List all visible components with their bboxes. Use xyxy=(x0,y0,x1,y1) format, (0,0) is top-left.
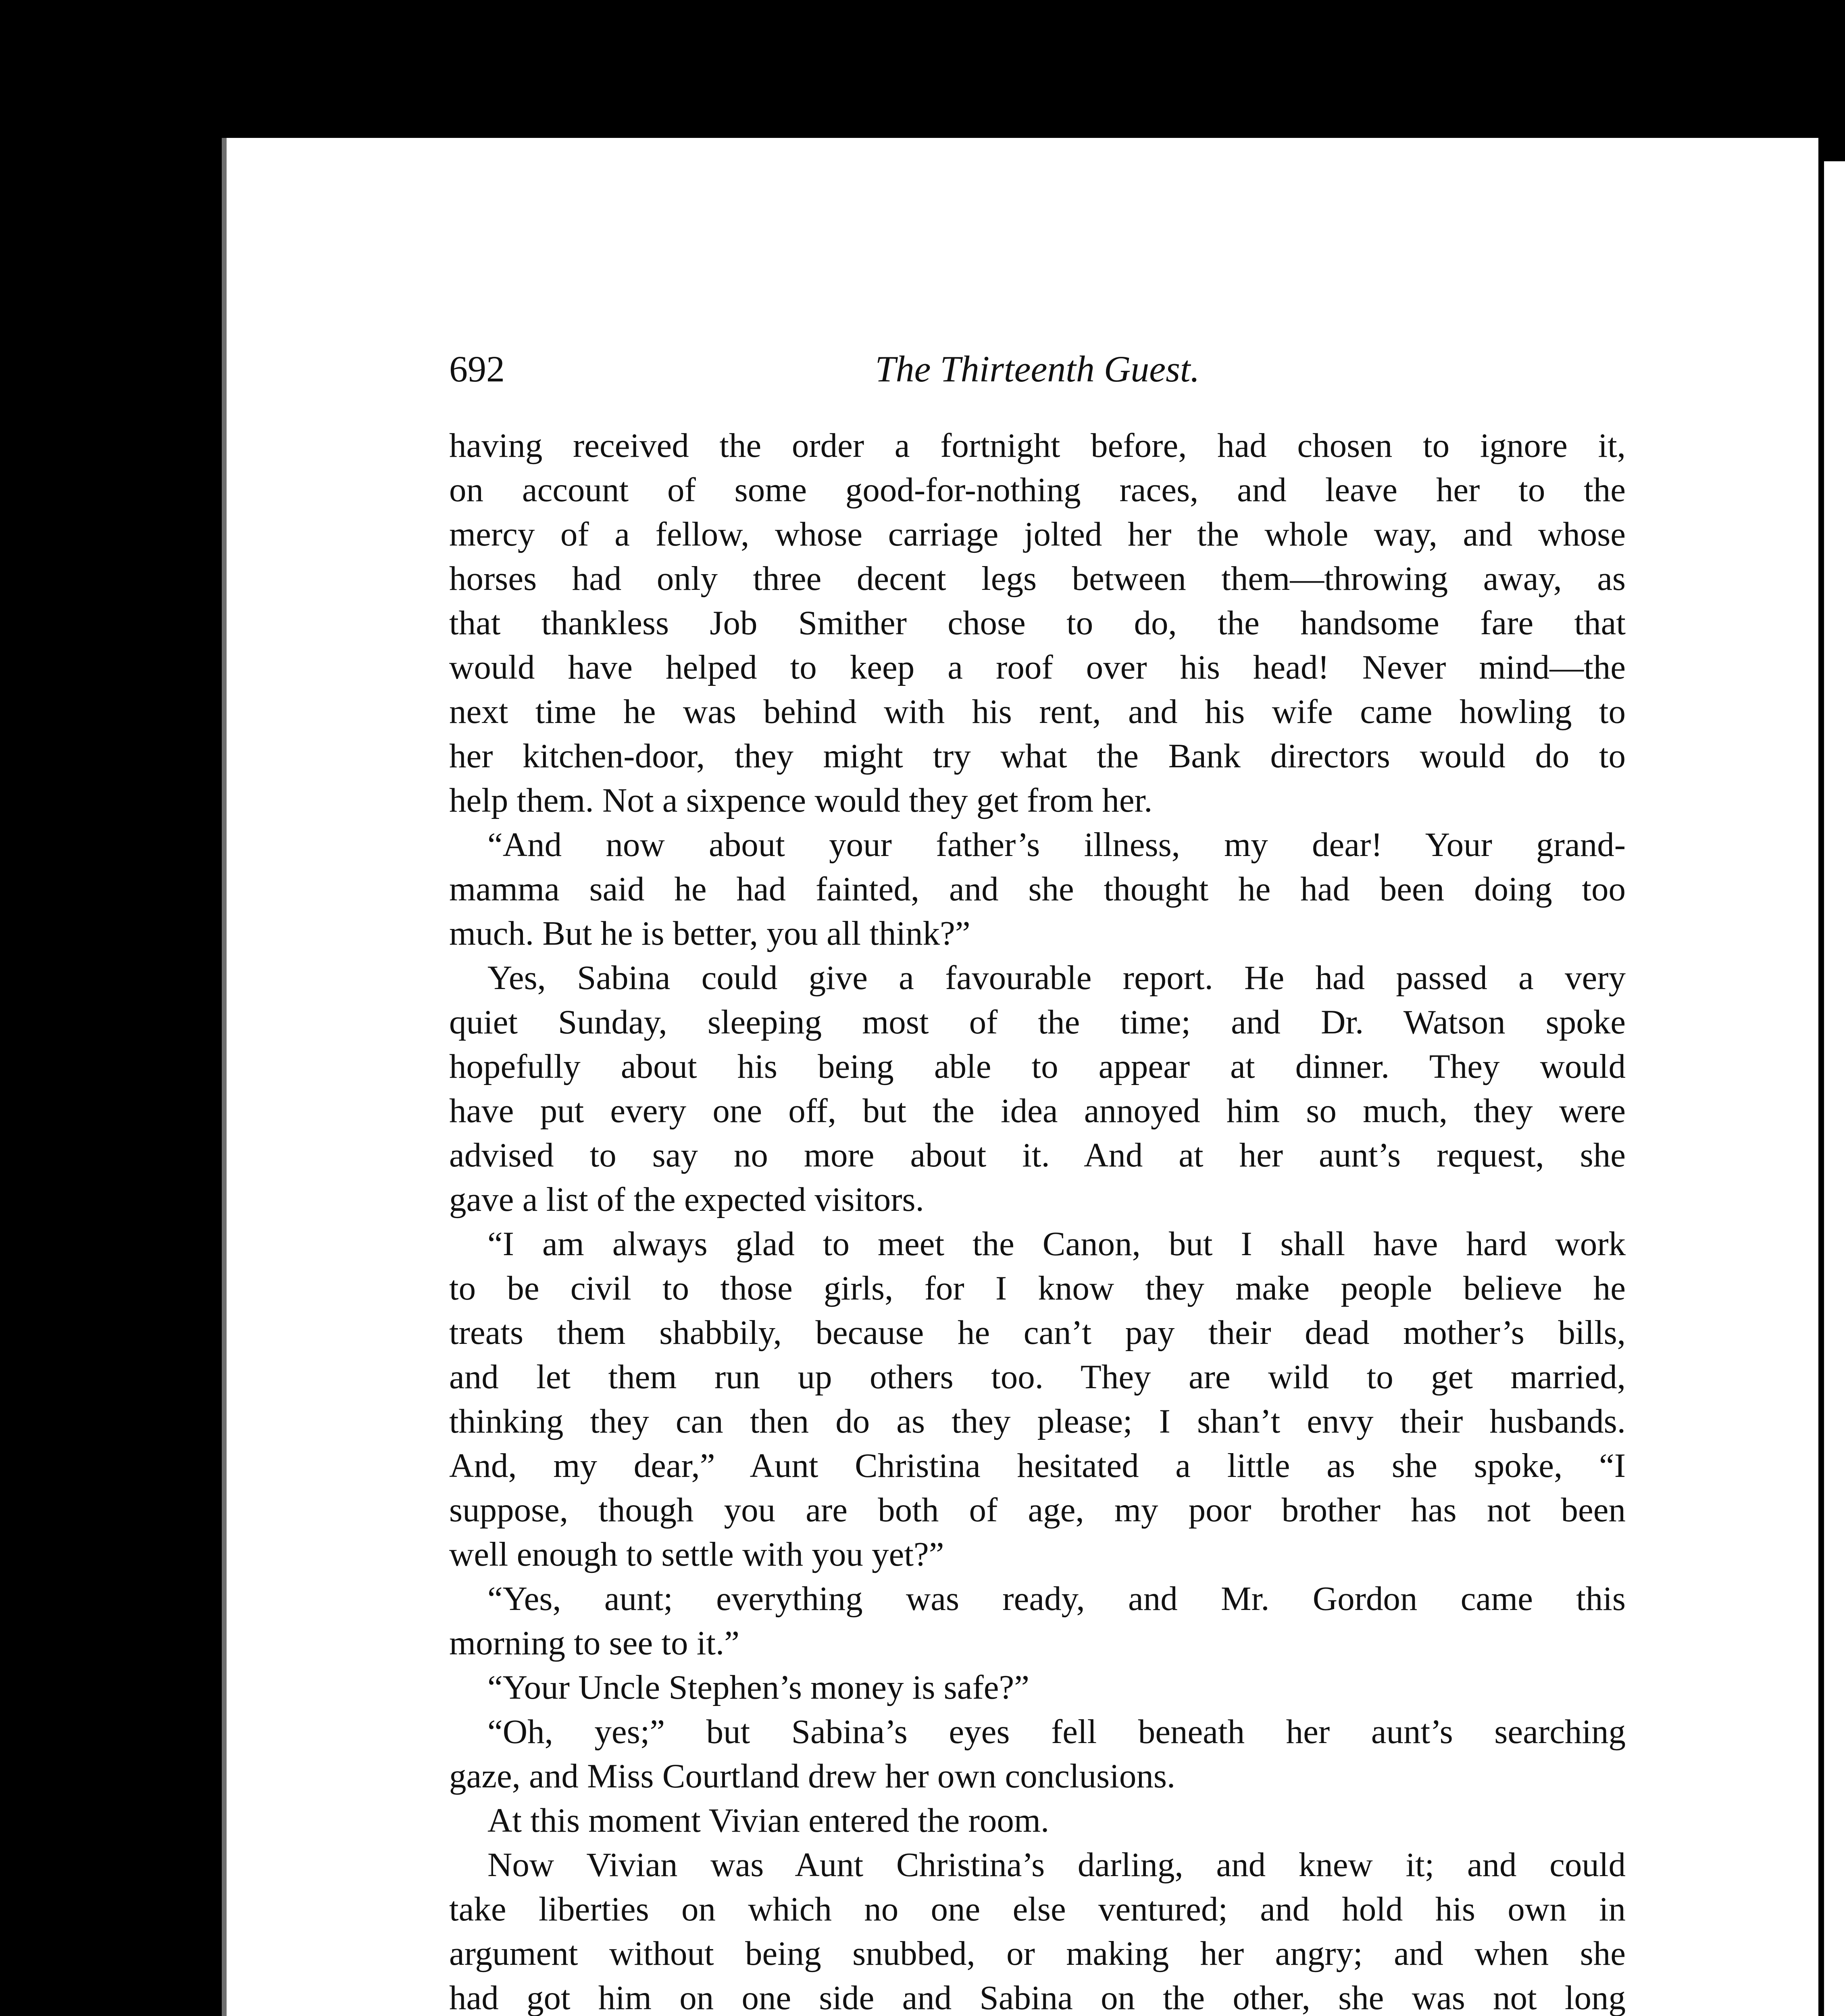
page-number: 692 xyxy=(449,348,505,389)
text-line: gaze, and Miss Courtland drew her own conclusions. xyxy=(449,1757,1176,1795)
text-line: suppose, though you are both of age, my poor brother has not been xyxy=(449,1491,1626,1529)
text-line: to be civil to those girls, for I know they make people believe he xyxy=(449,1269,1626,1307)
text-line: morning to see to it.” xyxy=(449,1624,740,1662)
text-line: would have helped to keep a roof over his head! Never mind—the xyxy=(449,648,1626,686)
text-line: mamma said he had fainted, and she thought he had been doing too xyxy=(449,870,1626,908)
text-line: horses had only three decent legs between them—throwing away, as xyxy=(449,560,1626,598)
text-line: mercy of a fellow, whose carriage jolted her the whole way, and whose xyxy=(449,515,1626,553)
text-line: that thankless Job Smither chose to do, the handsome fare that xyxy=(449,604,1626,642)
page-header xyxy=(449,345,1626,393)
text-line: argument without being snubbed, or making her angry; and when she xyxy=(449,1935,1626,1972)
text-line: quiet Sunday, sleeping most of the time; and Dr. Watson spoke xyxy=(449,1003,1626,1041)
text-line: gave a list of the expected visitors. xyxy=(449,1181,924,1218)
text-line: treats them shabbily, because he can’t pay their dead mother’s bills, xyxy=(449,1314,1626,1352)
text-line: “Your Uncle Stephen’s money is safe?” xyxy=(487,1668,1029,1706)
facing-page-edge xyxy=(1819,161,1845,2016)
running-title: The Thirteenth Guest. xyxy=(875,348,1200,389)
text-line: Yes, Sabina could give a favourable report. He had passed a very xyxy=(487,959,1626,997)
text-line: hopefully about his being able to appear at dinner. They would xyxy=(449,1048,1626,1085)
text-line: take liberties on which no one else ventured; and hold his own in xyxy=(449,1890,1626,1928)
text-line: Now Vivian was Aunt Christina’s darling, and knew it; and could xyxy=(487,1846,1626,1884)
text-line: next time he was behind with his rent, and his wife came howling to xyxy=(449,693,1626,731)
text-line: have put every one off, but the idea annoyed him so much, they were xyxy=(449,1092,1626,1130)
text-line: on account of some good-for-nothing races, and leave her to the xyxy=(449,471,1626,509)
text-line: help them. Not a sixpence would they get from her. xyxy=(449,781,1153,819)
body-text xyxy=(449,423,1626,2016)
text-line: had got him on one side and Sabina on the other, she was not long xyxy=(449,1979,1626,2016)
text-line: advised to say no more about it. And at her aunt’s request, she xyxy=(449,1136,1626,1174)
text-line: “And now about your father’s illness, my dear! Your grand- xyxy=(487,826,1626,864)
text-line: well enough to settle with you yet?” xyxy=(449,1535,944,1573)
text-line: “Oh, yes;” but Sabina’s eyes fell beneath her aunt’s searching xyxy=(487,1713,1626,1751)
text-line: her kitchen-door, they might try what the Bank directors would do to xyxy=(449,737,1626,775)
text-line: And, my dear,” Aunt Christina hesitated a little as she spoke, “I xyxy=(449,1447,1626,1485)
text-line: and let them run up others too. They are wild to get married, xyxy=(449,1358,1626,1396)
text-line: having received the order a fortnight before, had chosen to ignore it, xyxy=(449,427,1626,464)
text-line: “Yes, aunt; everything was ready, and Mr. Gordon came this xyxy=(487,1580,1626,1618)
page-gutter-edge xyxy=(222,138,227,2016)
text-line: “I am always glad to meet the Canon, but I shall have hard work xyxy=(487,1225,1626,1263)
text-line: thinking they can then do as they please; I shan’t envy their husbands. xyxy=(449,1402,1626,1440)
text-line: At this moment Vivian entered the room. xyxy=(487,1801,1050,1839)
text-line: much. But he is better, you all think?” xyxy=(449,914,970,952)
